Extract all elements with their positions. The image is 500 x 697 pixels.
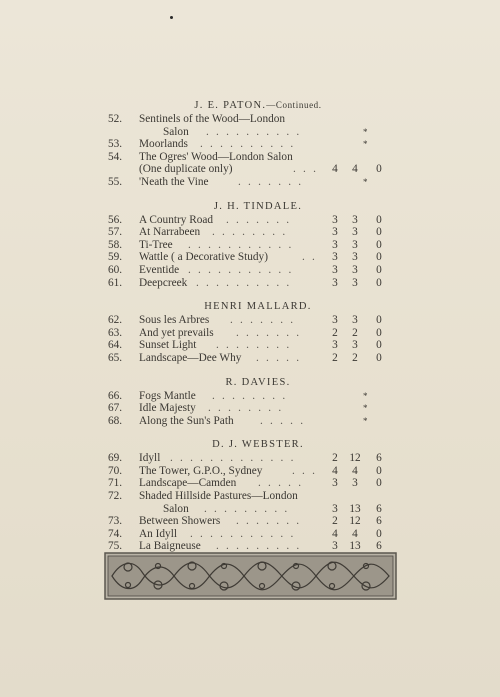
decorative-scroll-border bbox=[104, 552, 397, 600]
catalogue-entry: 73. Between Showers . . . . . . . 2 12 6 bbox=[108, 515, 382, 528]
not-for-sale-star: * bbox=[363, 139, 368, 150]
section-paton bbox=[108, 98, 408, 189]
ink-dot bbox=[170, 16, 173, 19]
not-for-sale-star: * bbox=[363, 415, 368, 426]
artist-heading: D. J. WEBSTER. bbox=[212, 439, 304, 451]
not-for-sale-star: * bbox=[363, 176, 368, 187]
not-for-sale-star: * bbox=[363, 390, 368, 401]
catalogue-entry: 66. Fogs Mantle . . . . . . . . * bbox=[108, 389, 368, 402]
section-tindale bbox=[108, 199, 408, 290]
catalogue-entry: 70. The Tower, G.P.O., Sydney . . . 4 4 0 bbox=[108, 464, 382, 477]
artist-heading: R. DAVIES. bbox=[225, 376, 291, 388]
catalogue-entry: 56. A Country Road . . . . . . . 3 3 0 bbox=[108, 213, 382, 226]
catalogue-entry: 75. La Baigneuse . . . . . . . . . 3 13 6 bbox=[108, 540, 382, 553]
artist-heading: HENRI MALLARD. bbox=[204, 301, 312, 313]
section-mallard bbox=[108, 299, 408, 364]
catalogue-entry: 68. Along the Sun's Path . . . . . * bbox=[108, 414, 368, 427]
catalogue-list bbox=[108, 98, 408, 563]
catalogue-entry: 60. Eventide . . . . . . . . . . . 3 3 0 bbox=[108, 263, 382, 276]
section-webster bbox=[108, 437, 408, 553]
catalogue-entry: 61. Deepcreek . . . . . . . . . . 3 3 0 bbox=[108, 276, 382, 289]
catalogue-entry: 72. Shaded Hillside Pastures—London bbox=[108, 490, 298, 503]
catalogue-entry: 69. Idyll . . . . . . . . . . . . . 2 12 6 bbox=[108, 452, 382, 465]
artist-heading: J. H. TINDALE. bbox=[213, 200, 303, 212]
section-davies bbox=[108, 375, 408, 428]
catalogue-entry: 74. An Idyll . . . . . . . . . . . 4 4 0 bbox=[108, 527, 382, 540]
catalogue-entry: 52. Sentinels of the Wood—London bbox=[108, 113, 286, 125]
not-for-sale-star: * bbox=[363, 126, 368, 137]
catalogue-entry-continued: Salon . . . . . . . . . . * bbox=[163, 125, 368, 138]
catalogue-entry: 55. 'Neath the Vine . . . . . . . * bbox=[108, 175, 368, 188]
catalogue-entry: 64. Sunset Light . . . . . . . . 3 3 0 bbox=[108, 339, 382, 352]
catalogue-entry-continued: (One duplicate only) . . . 4 4 0 bbox=[139, 163, 382, 176]
catalogue-entry: 59. Wattle ( a Decorative Study) . . 3 3 0 bbox=[108, 251, 382, 264]
not-for-sale-star: * bbox=[363, 403, 368, 414]
artist-heading: J. E. PATON.—Continued. bbox=[194, 100, 322, 111]
catalogue-entry: 53. Moorlands . . . . . . . . . . * bbox=[108, 138, 368, 151]
catalogue-entry: 54. The Ogres' Wood—London Salon bbox=[108, 150, 293, 163]
catalogue-entry: 57. At Narrabeen . . . . . . . . 3 3 0 bbox=[108, 226, 382, 239]
catalogue-entry: 67. Idle Majesty . . . . . . . . * bbox=[108, 402, 368, 415]
catalogue-entry: 71. Landscape—Camden . . . . . 3 3 0 bbox=[108, 477, 382, 490]
catalogue-entry-continued: Salon . . . . . . . . . 3 13 6 bbox=[163, 502, 382, 515]
catalogue-entry: 65. Landscape—Dee Why . . . . . 2 2 0 bbox=[108, 351, 382, 364]
catalogue-entry: 63. And yet prevails . . . . . . . 2 2 0 bbox=[108, 326, 382, 339]
catalogue-entry: 62. Sous les Arbres . . . . . . . 3 3 0 bbox=[108, 314, 382, 327]
catalogue-entry: 58. Ti-Tree . . . . . . . . . . . 3 3 0 bbox=[108, 238, 382, 251]
